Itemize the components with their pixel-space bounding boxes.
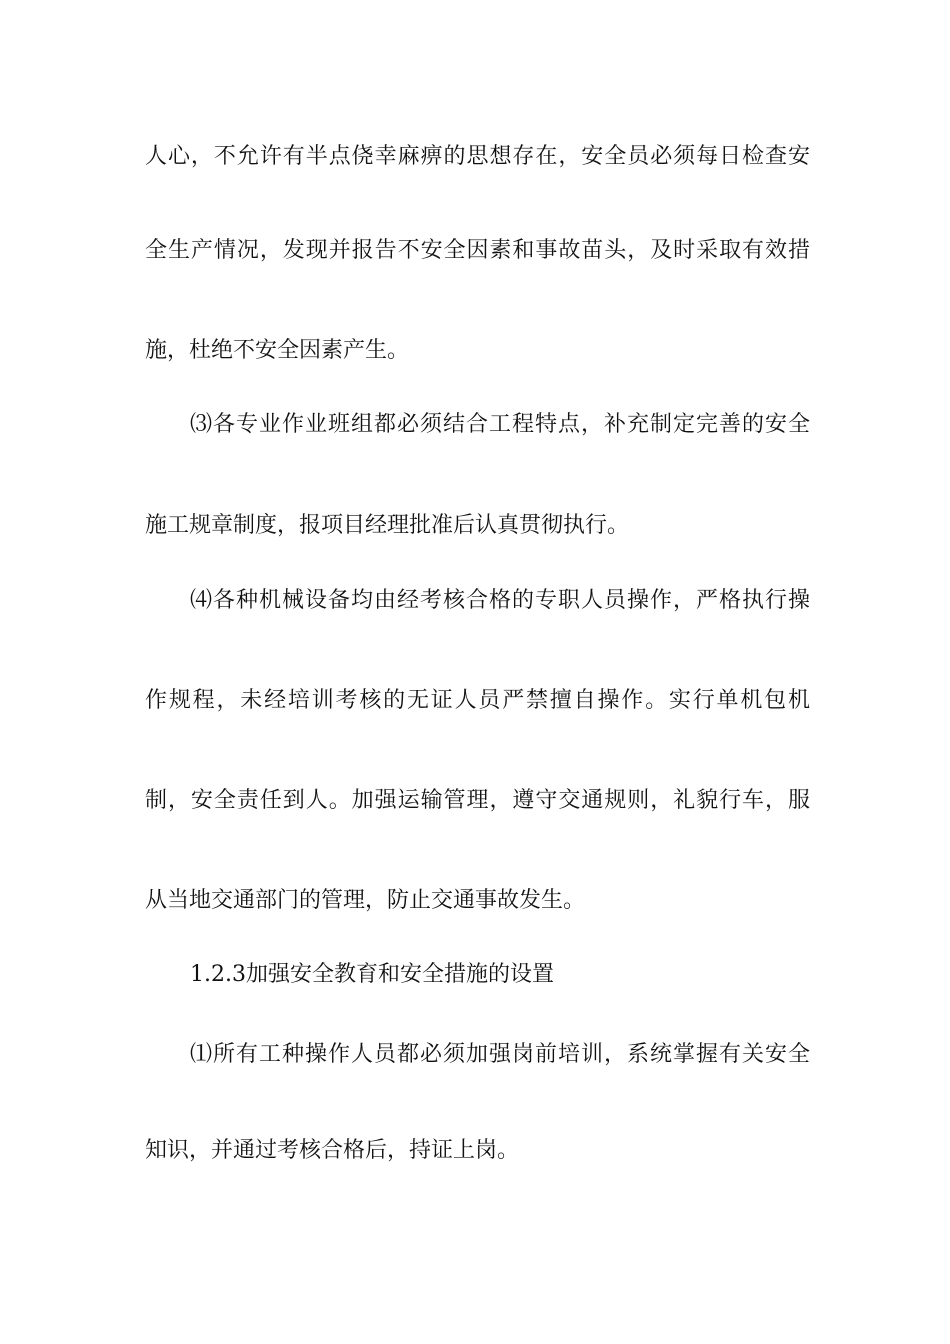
- paragraph-line: ⑶各专业作业班组都必须结合工程特点，补充制定完善的安全: [190, 412, 810, 437]
- paragraph-line: 施，杜绝不安全因素产生。: [145, 338, 410, 363]
- paragraph-line: 全生产情况，发现并报告不安全因素和事故苗头，及时采取有效措: [145, 238, 810, 263]
- paragraph-line: ⑷各种机械设备均由经考核合格的专职人员操作，严格执行操: [190, 588, 810, 613]
- section-heading: 1.2.3加强安全教育和安全措施的设置: [190, 962, 554, 987]
- paragraph-line: 施工规章制度，报项目经理批准后认真贯彻执行。: [145, 513, 630, 538]
- paragraph-line: ⑴所有工种操作人员都必须加强岗前培训，系统掌握有关安全: [190, 1042, 810, 1067]
- paragraph-line: 制，安全责任到人。加强运输管理，遵守交通规则，礼貌行车，服: [145, 788, 810, 813]
- paragraph-line: 作规程，未经培训考核的无证人员严禁擅自操作。实行单机包机: [145, 688, 810, 713]
- paragraph-line: 人心，不允许有半点侥幸麻痹的思想存在，安全员必须每日检查安: [145, 144, 810, 169]
- paragraph-line: 从当地交通部门的管理，防止交通事故发生。: [145, 888, 586, 913]
- paragraph-line: 知识，并通过考核合格后，持证上岗。: [145, 1138, 520, 1163]
